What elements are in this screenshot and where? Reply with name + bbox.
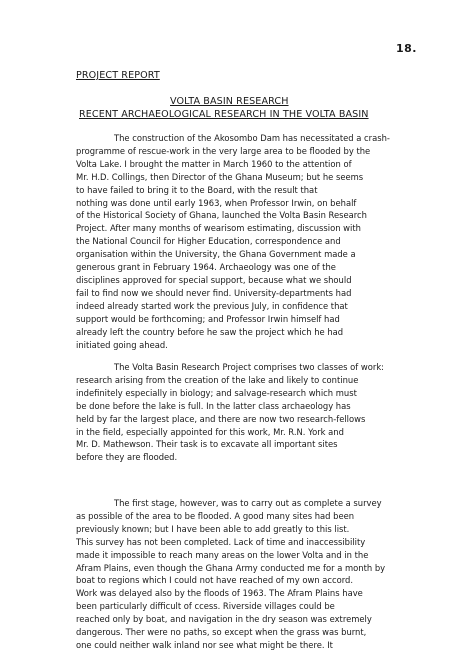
text-line: reached only by boat, and navigation in the dry season was extremely: [76, 614, 372, 625]
text-line: generous grant in February 1964. Archaeology was one of the: [76, 262, 336, 273]
text-line: The first stage, however, was to carry out as complete a survey: [114, 498, 382, 508]
text-line: The Volta Basin Research Project comprises two classes of work:: [114, 362, 385, 372]
text-line: Work was delayed also by the floods of 1963. The Afram Plains have: [76, 588, 363, 599]
text-line: research arising from the creation of the lake and likely to continue: [76, 374, 359, 385]
text-line: in the field, especially appointed for this work, Mr. R.N. York and: [76, 426, 344, 437]
text-line: disciplines approved for special support, because what we should: [76, 274, 352, 285]
text-line: already left the country before he saw the project which he had: [76, 326, 344, 337]
text-line: held by far the largest place, and there are now two research-fellows: [76, 413, 366, 424]
text-line: Project. After many months of wearisom estimating, discussion with: [76, 223, 361, 234]
text-line: to have failed to bring it to the Board, with the result that: [76, 184, 318, 195]
text-line: Volta Lake. I brought the matter in March 1960 to the attention of: [76, 158, 352, 169]
text-line: Mr. D. Mathewson. Their task is to excavate all important sites: [76, 439, 338, 450]
section-heading: PROJECT REPORT: [76, 70, 160, 81]
text-line: The construction of the Akosombo Dam has necessitated a crash-: [114, 133, 390, 143]
text-line: dangerous. Ther were no paths, so except when the grass was burnt,: [76, 627, 367, 638]
text-line: organisation within the University, the Ghana Government made a: [76, 249, 356, 260]
text-line: made it impossible to reach many areas on the lower Volta and in the: [76, 549, 369, 560]
report-title: VOLTA BASIN RESEARCH: [170, 96, 289, 107]
paragraph-3: [76, 497, 436, 652]
text-line: been particularly difficult of ccess. Riverside villages could be: [76, 601, 335, 612]
text-line: initiated going ahead.: [76, 339, 168, 350]
text-line: programme of rescue-work in the very large area to be flooded by the: [76, 145, 371, 156]
text-line: one could neither walk inland nor see what might be there. It: [76, 639, 333, 650]
text-line: fail to find now we should never find. University-departments had: [76, 287, 352, 298]
paragraph-2: [76, 361, 436, 464]
text-line: boat to regions which I could not have reached of my own accord.: [76, 575, 354, 586]
text-line: indeed already started work the previous July, in confidence that: [76, 300, 348, 311]
paragraph-1: [76, 132, 436, 351]
text-line: before they are flooded.: [76, 452, 178, 463]
text-line: previously known; but I have been able to add greatly to this list.: [76, 523, 350, 534]
report-subtitle: RECENT ARCHAEOLOGICAL RESEARCH IN THE VOLTA BASIN: [79, 109, 369, 120]
text-line: indefinitely especially in biology; and salvage-research which must: [76, 387, 357, 398]
page-number: 18.: [396, 42, 417, 55]
text-line: as possible of the area to be flooded. A good many sites had been: [76, 510, 355, 521]
text-line: be done before the lake is full. In the latter class archaeology has: [76, 400, 351, 411]
text-line: nothing was done until early 1963, when Professor Irwin, on behalf: [76, 197, 357, 208]
text-line: support would be forthcoming; and Professor Irwin himself had: [76, 313, 340, 324]
text-line: This survey has not been completed. Lack of time and inaccessibility: [76, 536, 366, 547]
text-line: the National Council for Higher Education, correspondence and: [76, 236, 341, 247]
text-line: of the Historical Society of Ghana, launched the Volta Basin Research: [76, 210, 367, 221]
text-line: Afram Plains, even though the Ghana Army conducted me for a month by: [76, 562, 386, 573]
text-line: Mr. H.D. Collings, then Director of the Ghana Museum; but he seems: [76, 171, 364, 182]
